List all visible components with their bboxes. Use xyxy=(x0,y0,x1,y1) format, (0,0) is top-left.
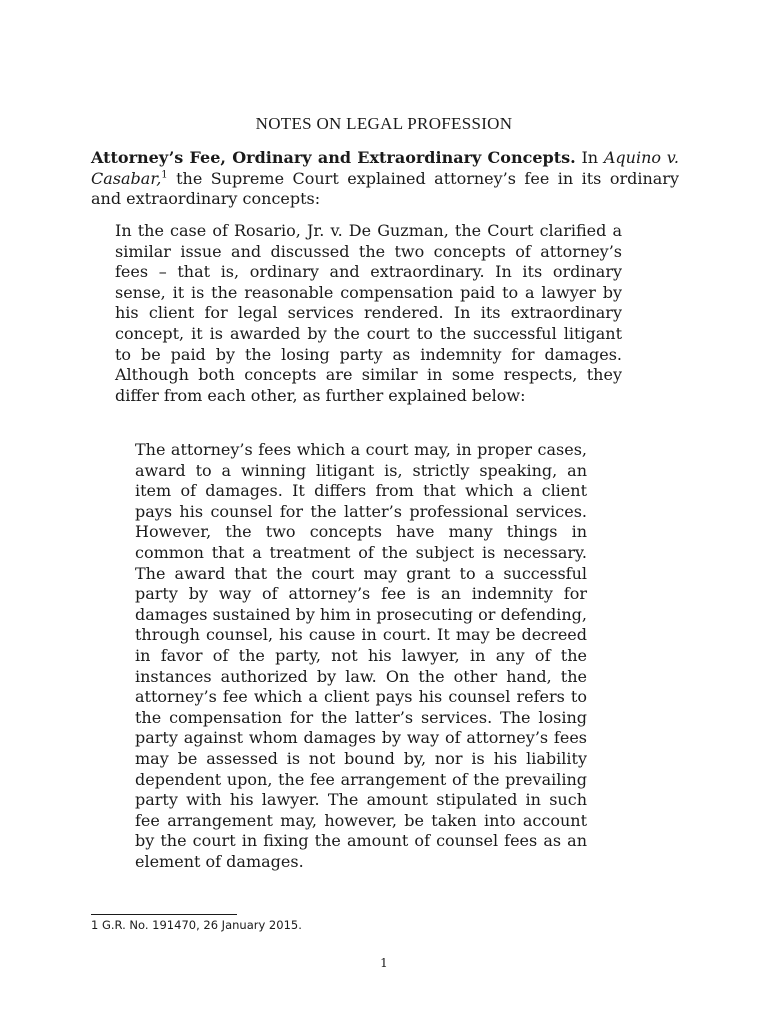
footnote-reference: 1 xyxy=(161,169,168,181)
footnote: 1 G.R. No. 191470, 26 January 2015. xyxy=(91,918,302,932)
case-name: Aquino v. Casabar, xyxy=(91,148,679,188)
block-quote-2: The attorney’s fees which a court may, in proper cases, award to a winning litigant is, strictly speaking, an item of damages. It differs from that which a client pays his counsel for the latter’s professional services. However, the two concepts have many things in common that a treatment of the subject is necessary. The award that the court may grant to a successful party by way of attorney’s fee is an indemnity for damages sustained by him in prosecuting or defending, through counsel, his cause in court. It may be decreed in favor of the party, not his lawyer, in any of the instances authorized by law. On the other hand, the attorney’s fee which a client pays his counsel refers to the compensation for the latter’s services. The losing party against whom damages by way of attorney’s fees may be assessed is not bound by, nor is his liability dependent upon, the fee arrangement of the prevailing party with his lawyer. The amount stipulated in such fee arrangement may, however, be taken into account by the court in fixing the amount of counsel fees as an element of damages. xyxy=(135,440,587,871)
section-heading: Attorney’s Fee, Ordinary and Extraordinary Concepts. xyxy=(91,148,576,167)
intro-paragraph xyxy=(91,148,679,210)
page-title: NOTES ON LEGAL PROFESSION xyxy=(255,114,513,133)
intro-text-1: In xyxy=(575,148,604,167)
page-number: 1 xyxy=(380,956,388,970)
footnote-divider xyxy=(91,914,237,915)
intro-text-2: the Supreme Court explained attorney’s fee in its ordinary and extraordinary concepts: xyxy=(91,168,679,209)
block-quote-1: In the case of Rosario, Jr. v. De Guzman, the Court clarified a similar issue and discussed the two concepts of attorney’s fees – that is, ordinary and extraordinary. In its ordinary sense, it is the reasonable compensation paid to a lawyer by his client for legal services rendered. In its extraordinary concept, it is awarded by the court to the successful litigant to be paid by the losing party as indemnity for damages. Although both concepts are similar in some respects, they differ from each other, as further explained below: xyxy=(115,221,622,405)
